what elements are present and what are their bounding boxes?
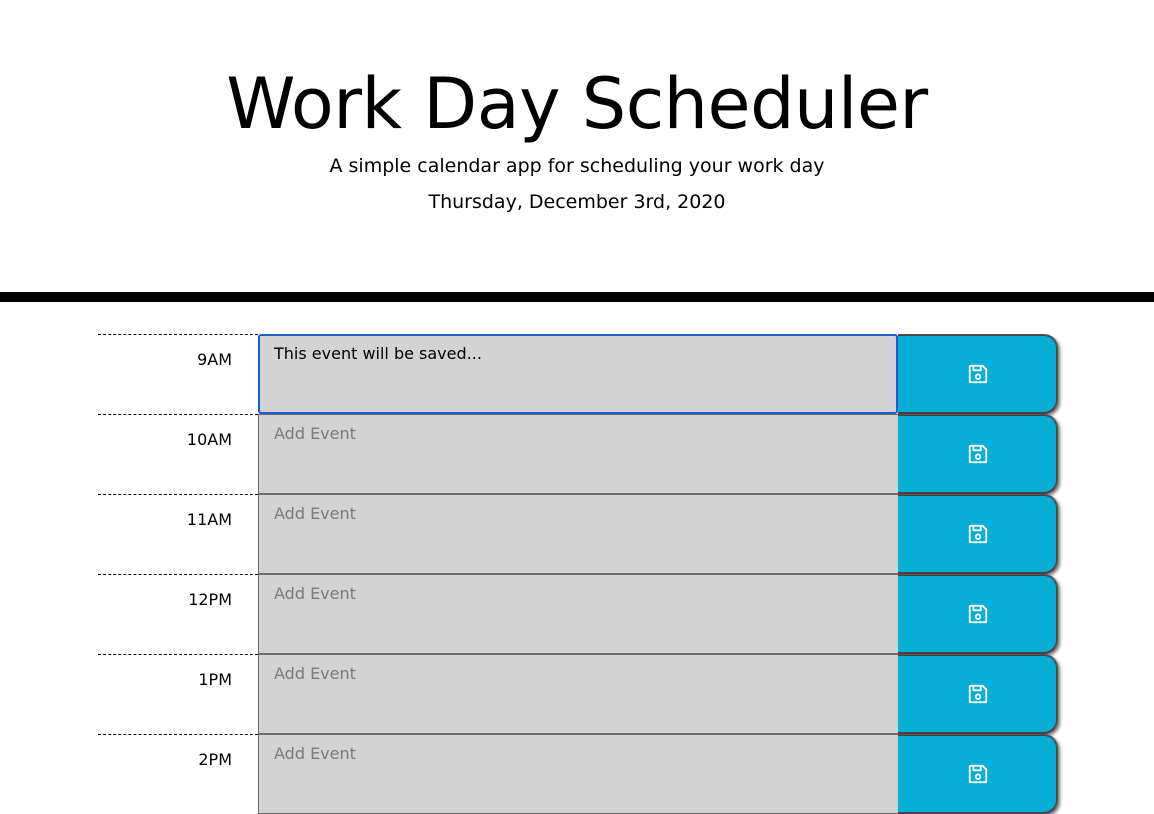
hour-label: 2PM [98,734,258,814]
hour-label: 10AM [98,414,258,494]
event-textarea[interactable] [258,414,898,494]
save-button[interactable] [898,654,1058,734]
event-textarea[interactable] [258,654,898,734]
time-block-2pm [98,734,1058,814]
header-divider [0,292,1154,302]
floppy-disk-icon [967,443,989,465]
save-button[interactable] [898,334,1058,414]
header-jumbotron [0,0,1154,292]
time-block-12pm [98,574,1058,654]
event-textarea[interactable] [258,734,898,814]
current-day: Thursday, December 3rd, 2020 [428,191,726,213]
event-textarea[interactable] [258,334,898,414]
floppy-disk-icon [967,523,989,545]
time-block-11am [98,494,1058,574]
hour-label: 1PM [98,654,258,734]
page-title: Work Day Scheduler [226,63,928,145]
page-subtitle: A simple calendar app for scheduling your work day [329,155,825,177]
hour-label: 9AM [98,334,258,414]
hour-label: 11AM [98,494,258,574]
event-textarea[interactable] [258,574,898,654]
save-button[interactable] [898,574,1058,654]
hour-label: 12PM [98,574,258,654]
floppy-disk-icon [967,603,989,625]
save-button[interactable] [898,494,1058,574]
time-block-9am [98,334,1058,414]
time-block-10am [98,414,1058,494]
event-textarea[interactable] [258,494,898,574]
time-block-1pm [98,654,1058,734]
save-button[interactable] [898,414,1058,494]
save-button[interactable] [898,734,1058,814]
time-block-list [98,334,1058,814]
floppy-disk-icon [967,683,989,705]
floppy-disk-icon [967,763,989,785]
floppy-disk-icon [967,363,989,385]
